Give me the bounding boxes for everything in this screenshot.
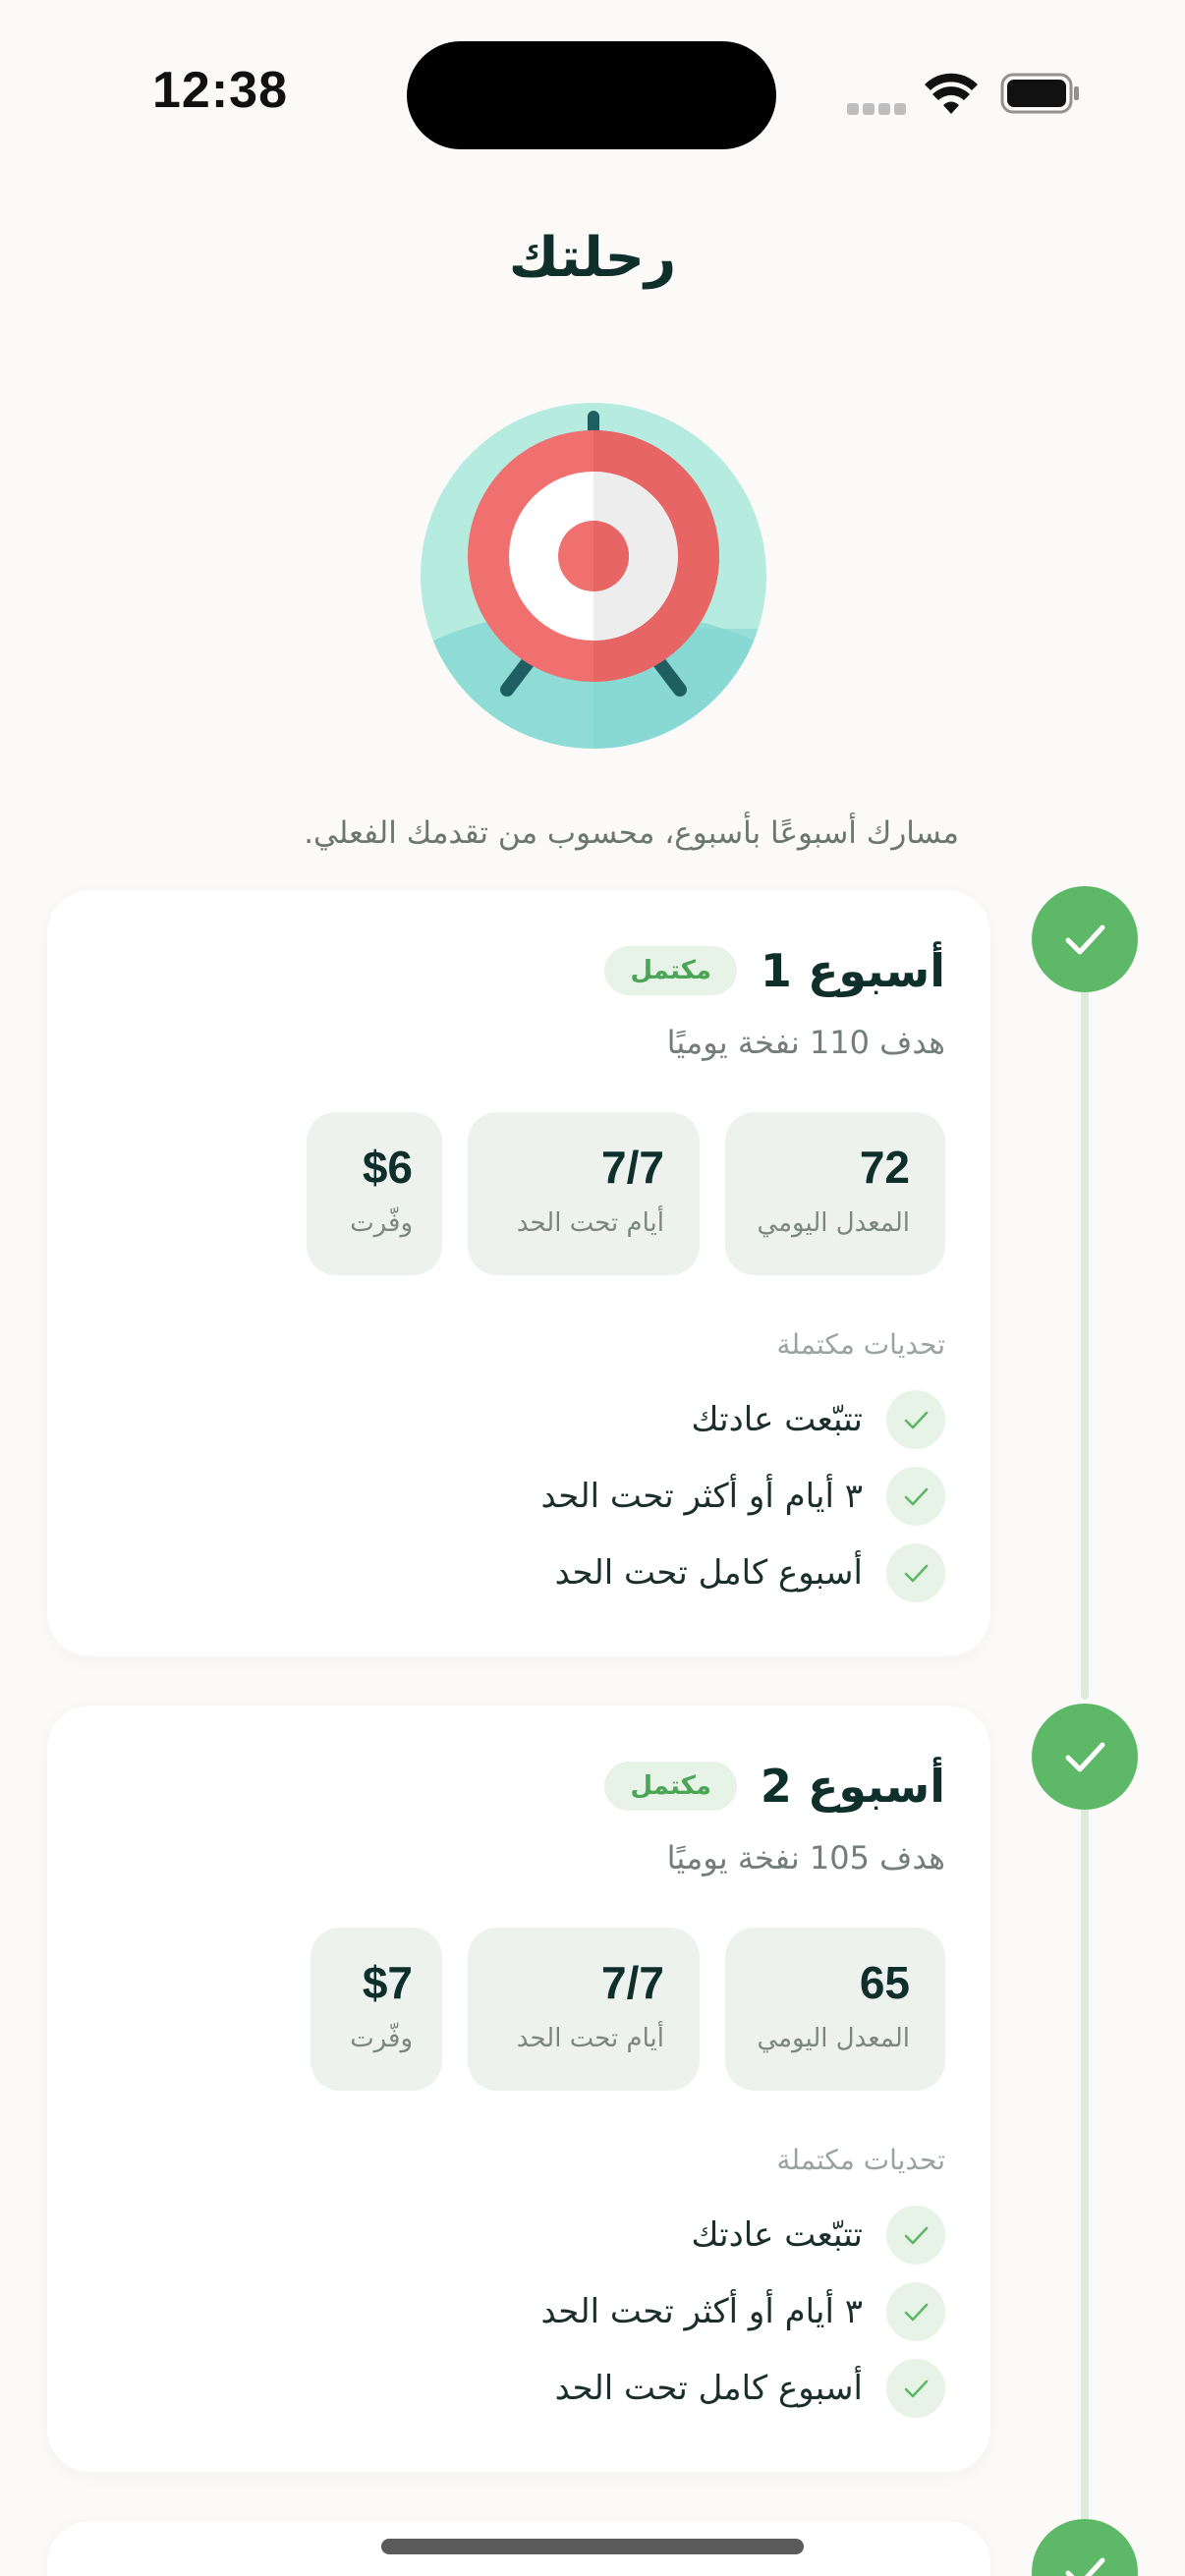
- status-time: 12:38: [152, 62, 288, 119]
- cellular-signal-icon: [847, 100, 910, 116]
- status-badge: مكتمل: [604, 1762, 736, 1811]
- checkmark-icon: [1059, 2547, 1110, 2576]
- stat-value: $6: [362, 1142, 413, 1193]
- week-title: أسبوع 2: [760, 1760, 945, 1813]
- stat-value: 72: [859, 1142, 910, 1193]
- week-goal: هدف 105 نفخة يوميًا: [666, 1839, 945, 1876]
- stat-value: $7: [362, 1957, 413, 2008]
- stat-value: 7/7: [601, 1142, 664, 1193]
- challenge-text: أسبوع كامل تحت الحد: [554, 2369, 863, 2408]
- challenge-list: [540, 1381, 945, 1611]
- battery-icon: [1000, 73, 1081, 114]
- stats-row: [307, 1112, 945, 1275]
- week-card-header: [604, 1755, 945, 1818]
- stat-value: 7/7: [601, 1957, 664, 2008]
- status-badge: مكتمل: [604, 946, 736, 995]
- challenge-item: [540, 1381, 945, 1458]
- stat-daily-average: [725, 1112, 945, 1275]
- stat-days-under-limit: [468, 1928, 700, 2091]
- stats-row: [310, 1928, 945, 2091]
- challenge-item: [540, 1458, 945, 1535]
- stat-value: 65: [859, 1957, 910, 2008]
- check-icon: [886, 2282, 945, 2341]
- check-icon: [886, 1543, 945, 1602]
- check-icon: [886, 1390, 945, 1449]
- checkmark-icon: [1059, 914, 1110, 965]
- stat-label: المعدل اليومي: [757, 1208, 910, 1238]
- stat-label: أيام تحت الحد: [516, 1208, 664, 1238]
- week-title: أسبوع 1: [760, 944, 945, 997]
- challenge-item: [540, 2273, 945, 2350]
- stat-label: المعدل اليومي: [757, 2024, 910, 2053]
- dynamic-island: [407, 41, 776, 149]
- week-goal: هدف 110 نفخة يوميًا: [666, 1024, 945, 1061]
- challenge-item: [540, 2350, 945, 2427]
- stat-saved: [307, 1112, 442, 1275]
- challenge-item: [540, 1535, 945, 1611]
- wifi-icon: [924, 71, 979, 116]
- challenge-text: تتبّعت عادتك: [691, 1400, 863, 1439]
- timeline-dot-week-1: [1032, 886, 1138, 992]
- timeline-dot-week-2: [1032, 1704, 1138, 1810]
- check-icon: [886, 2206, 945, 2265]
- challenge-list: [540, 2197, 945, 2427]
- stat-label: أيام تحت الحد: [516, 2024, 664, 2053]
- check-icon: [886, 2359, 945, 2418]
- timeline-line: [1081, 982, 1089, 1700]
- page-subtitle: مسارك أسبوعًا بأسبوع، محسوب من تقدمك الفعلي.: [304, 815, 959, 851]
- challenges-heading: تحديات مكتملة: [776, 1328, 945, 1361]
- stat-saved: [310, 1928, 442, 2091]
- timeline-line: [1081, 1800, 1089, 2527]
- challenge-text: تتبّعت عادتك: [691, 2215, 863, 2255]
- check-icon: [886, 1467, 945, 1526]
- challenge-text: ٣ أيام أو أكثر تحت الحد: [540, 2292, 863, 2331]
- week-card[interactable]: [47, 1706, 990, 2472]
- week-card-header: [604, 939, 945, 1002]
- checkmark-icon: [1059, 1731, 1110, 1782]
- challenge-text: ٣ أيام أو أكثر تحت الحد: [540, 1477, 863, 1516]
- stat-label: وفّرت: [350, 1208, 413, 1238]
- week-card[interactable]: [47, 890, 990, 1656]
- challenges-heading: تحديات مكتملة: [776, 2144, 945, 2176]
- challenge-text: أسبوع كامل تحت الحد: [554, 1553, 863, 1593]
- timeline-dot-week-3: [1032, 2519, 1138, 2576]
- stat-daily-average: [725, 1928, 945, 2091]
- stat-days-under-limit: [468, 1112, 700, 1275]
- page-title: رحلتك: [508, 226, 677, 290]
- stat-label: وفّرت: [350, 2024, 413, 2053]
- challenge-item: [540, 2197, 945, 2273]
- target-icon: [421, 403, 766, 749]
- home-indicator[interactable]: [381, 2539, 804, 2554]
